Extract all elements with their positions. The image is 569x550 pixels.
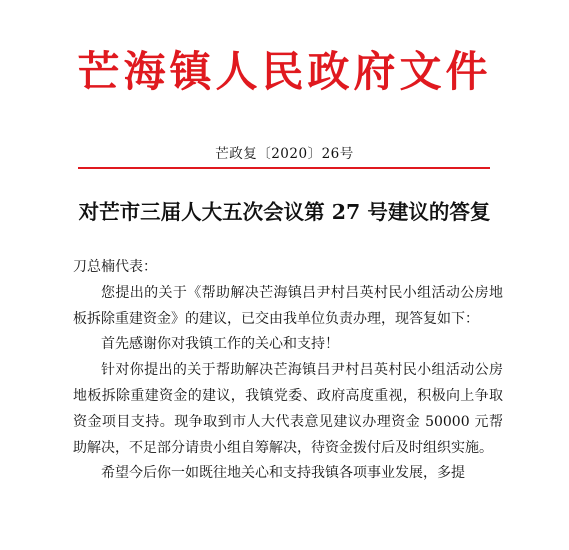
body-paragraph: 希望今后你一如既往地关心和支持我镇各项事业发展，多提: [101, 465, 465, 482]
document-number: 芒政复〔2020〕26号: [215, 146, 354, 162]
body-paragraph: 首先感谢你对我镇工作的关心和支持！: [101, 336, 339, 353]
red-divider-line: [78, 167, 490, 169]
issuer-header: 芒海镇人民政府文件: [77, 47, 492, 96]
document-body: [73, 255, 503, 487]
document-title: 对芒市三届人大五次会议第 27 号建议的答复: [78, 200, 491, 224]
salutation: 刀总楠代表：: [73, 259, 157, 275]
body-paragraph: 您提出的关于《帮助解决芒海镇吕尹村吕英村民小组活动公房地板拆除重建资金》的建议，已交由我单位负责办理，现答复如下：: [73, 284, 503, 327]
body-paragraph: 针对你提出的关于帮助解决芒海镇吕尹村吕英村民小组活动公房地板拆除重建资金的建议，我镇党委、政府高度重视，积极向上争取资金项目支持。现争取到市人大代表意见建议办理资金 50000 元帮助解决，不足部分请贵小组自筹解决，待资金拨付后及时组织实施。: [73, 362, 503, 456]
